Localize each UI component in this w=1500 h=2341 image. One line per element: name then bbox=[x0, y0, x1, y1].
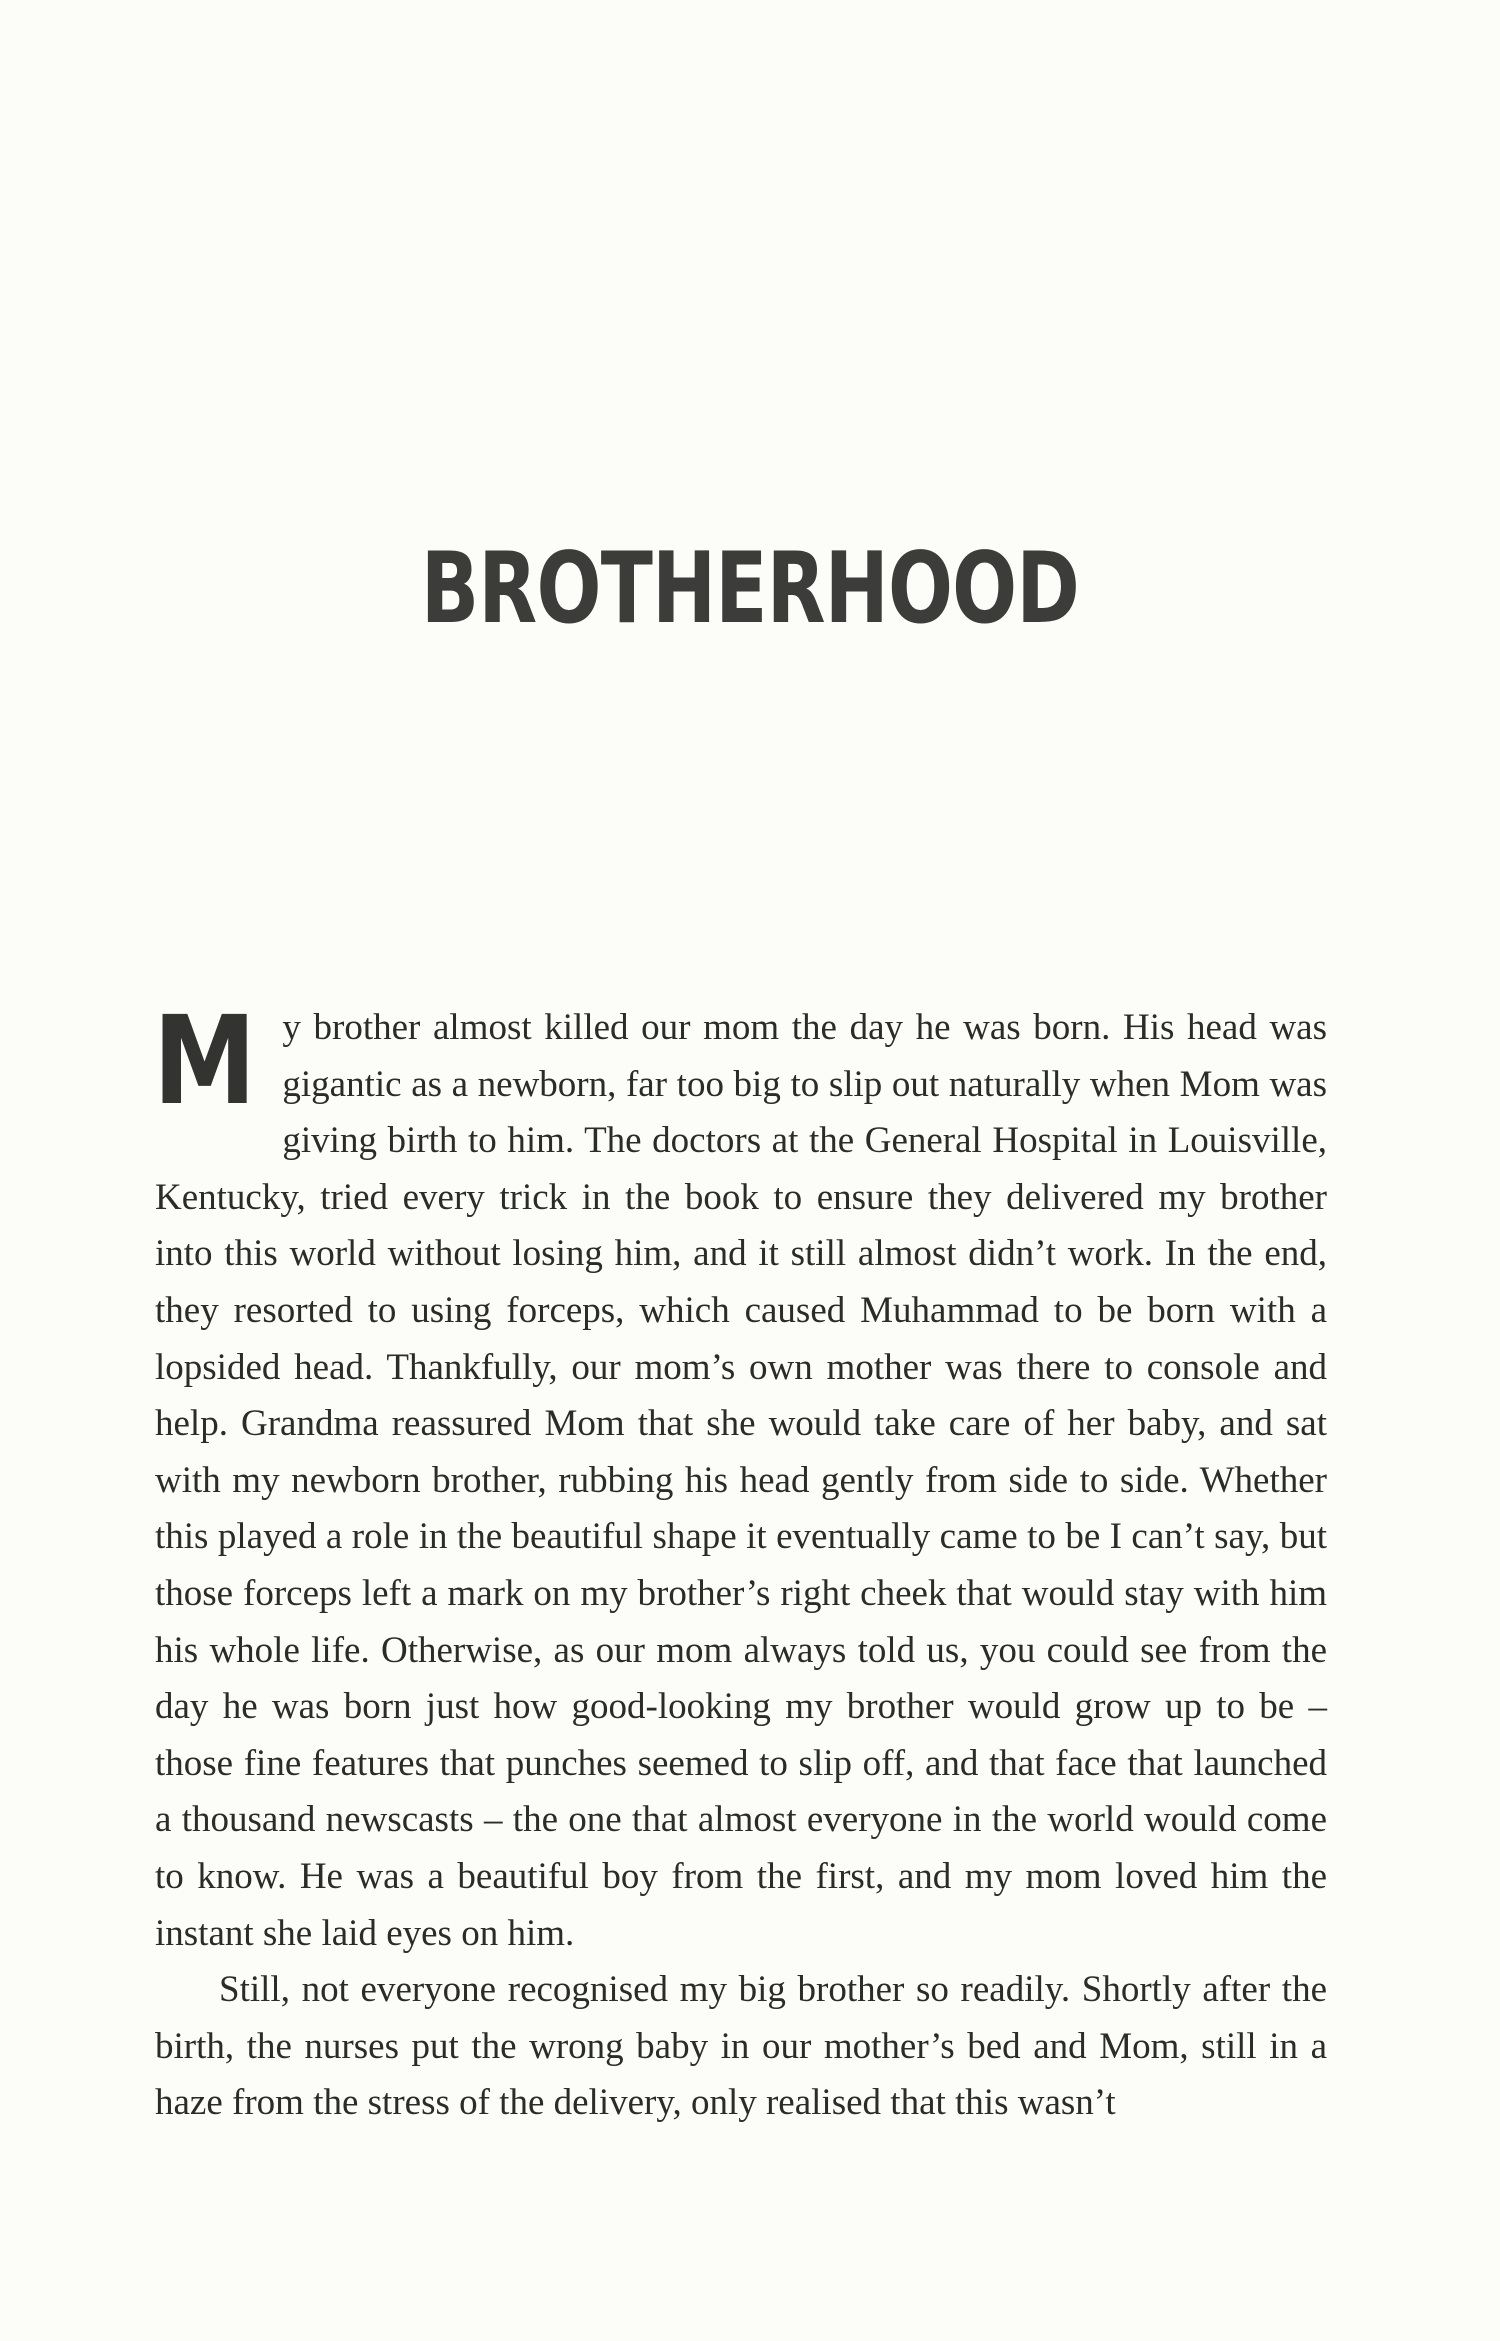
opening-paragraph-text: y brother almost killed our mom the day he was born. His head was gigantic as a newborn, far too big to slip out naturally when Mom was giving birth to him. The doctors at the General Hospital in Louisville, Kentucky, tried every trick in the book to ensure they delivered my brother into this world without losing him, and it still almost didn’t work. In the end, they resorted to using forceps, which caused Muhammad to be born with a lopsided head. Thankfully, our mom’s own mother was there to console and help. Grandma reassured Mom that she would take care of her baby, and sat with my newborn brother, rubbing his head gently from side to side. Whether this played a role in the beautiful shape it eventually came to be I can’t say, but those forceps left a mark on my brother’s right cheek that would stay with him his whole life. Otherwise, as our mom always told us, you could see from the day he was born just how good-looking my brother would grow up to be – those fine features that punches seemed to slip off, and that face that launched a thousand newscasts – the one that almost everyone in the world would come to know. He was a beautiful boy from the first, and my mom loved him the instant she laid eyes on him. bbox=[155, 1007, 1327, 1954]
second-paragraph: Still, not everyone recognised my big brother so readily. Shortly after the birth, the nurses put the wrong baby in our mother’s bed and Mom, still in a haze from the stress of the delivery, only realised that this wasn’t bbox=[155, 1969, 1327, 2124]
opening-paragraph bbox=[153, 990, 1327, 1962]
body-text bbox=[153, 990, 1327, 2132]
drop-cap: M bbox=[153, 990, 257, 1132]
chapter-title: BROTHERHOOD bbox=[420, 531, 1080, 646]
